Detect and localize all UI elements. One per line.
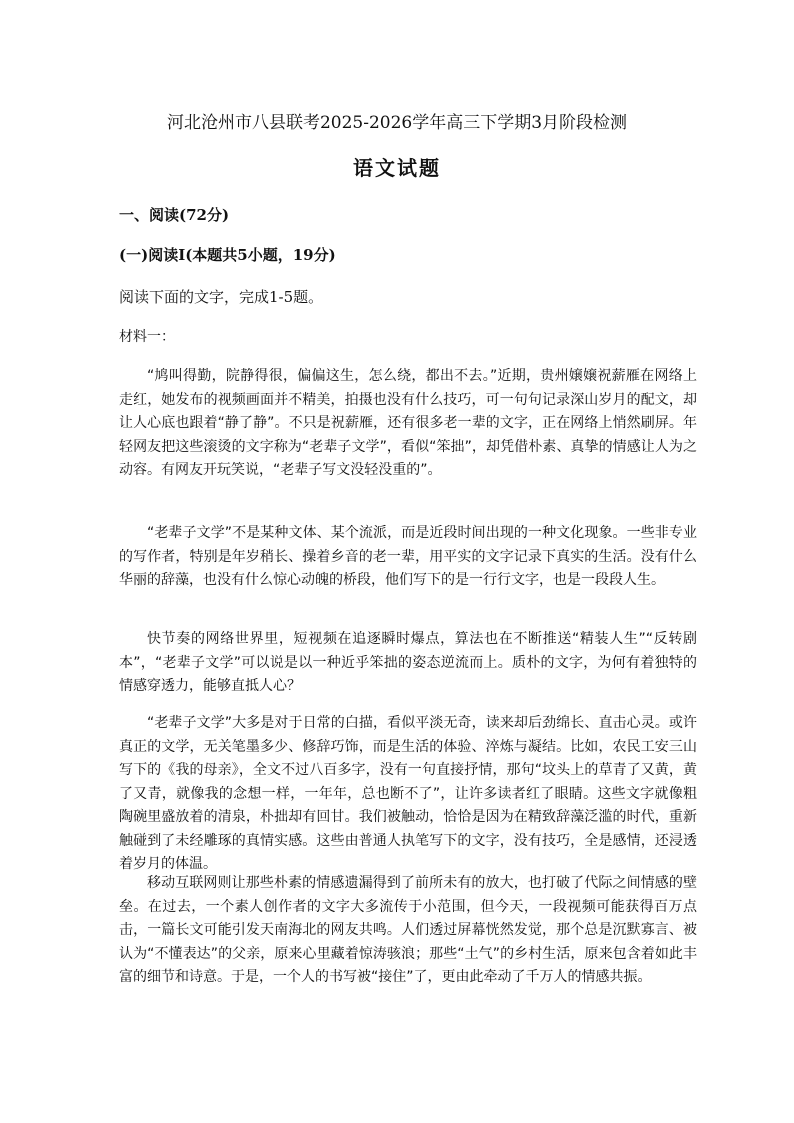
paragraph-2: “老辈子文学”不是某种文体、某个流派，而是近段时间出现的一种文化现象。一些非专业的写作者，特别是年岁稍长、操着乡音的老一辈，用平实的文字记录下真实的生活。没有什么华丽的辞藻，也没有什么惊心动魄的桥段，他们写下的是一行行文字，也是一段段人生。 [119,525,697,588]
paragraph-5: 移动互联网则让那些朴素的情感遗漏得到了前所未有的放大，也打破了代际之间情感的壁垒。在过去，一个素人创作者的文字大多流传于小范围，但今天，一段视频可能获得百万点击，一篇长文可能引发天南海北的网友共鸣。人们透过屏幕恍然发觉，那个总是沉默寡言、被认为“不懂表达”的父亲，原来心里藏着惊涛骇浪；那些“土气”的乡村生活，原来包含着如此丰富的细节和诗意。于是，一个人的书写被“接住”了，更由此牵动了千万人的情感共振。 [119,875,697,985]
section-heading: 一、阅读(72分) [119,206,230,224]
paragraph-4: “老辈子文学”大多是对于日常的白描，看似平淡无奇，读来却后劲绵长、直击心灵。或许真正的文学，无关笔墨多少、修辞巧饰，而是生活的体验、淬炼与凝结。比如，农民工安三山写下的《我的母亲》，全文不过八百多字，没有一句直接抒情，那句“坟头上的草青了又黄，黄了又青，就像我的念想一样，一年年，总也断不了”，让许多读者红了眼睛。这些文字就像粗陶碗里盛放着的清泉，朴拙却有回甘。我们被触动，恰恰是因为在精致辞藻泛滥的时代，重新触碰到了未经雕琢的真情实感。这些由普通人执笔写下的文字，没有技巧，全是感情，还浸透着岁月的体温。 [119,715,697,872]
paragraph-1: “鸠叫得勤，院静得很，偏偏这生，怎么绕，都出不去。”近期，贵州嬢嬢祝薪雁在网络上走红，她发布的视频画面并不精美，拍摄也没有什么技巧，可一句句记录深山岁月的配文，却让人心底也跟着“静了静”。不只是祝薪雁，还有很多老一辈的文字，正在网络上悄然刷屏。年轻网友把这些滚烫的文字称为“老辈子文学”，看似“笨拙”，却凭借朴素、真挚的情感让人为之动容。有网友开玩笑说，“老辈子写文没轻没重的”。 [119,368,697,478]
exam-title: 河北沧州市八县联考2025-2026学年高三下学期3月阶段检测 [166,113,628,133]
reading-instruction: 阅读下面的文字，完成1-5题。 [119,288,324,306]
material-label: 材料一： [119,329,175,345]
subject-title: 语文试题 [353,156,441,180]
section-subheading: (一)阅读Ⅰ(本题共5小题，19分) [119,246,336,264]
paragraph-3: 快节奏的网络世界里，短视频在追逐瞬时爆点，算法也在不断推送“精装人生”“反转剧本”，“老辈子文学”可以说是以一种近乎笨拙的姿态逆流而上。质朴的文字，为何有着独特的情感穿透力，能够直抵人心？ [119,631,697,694]
